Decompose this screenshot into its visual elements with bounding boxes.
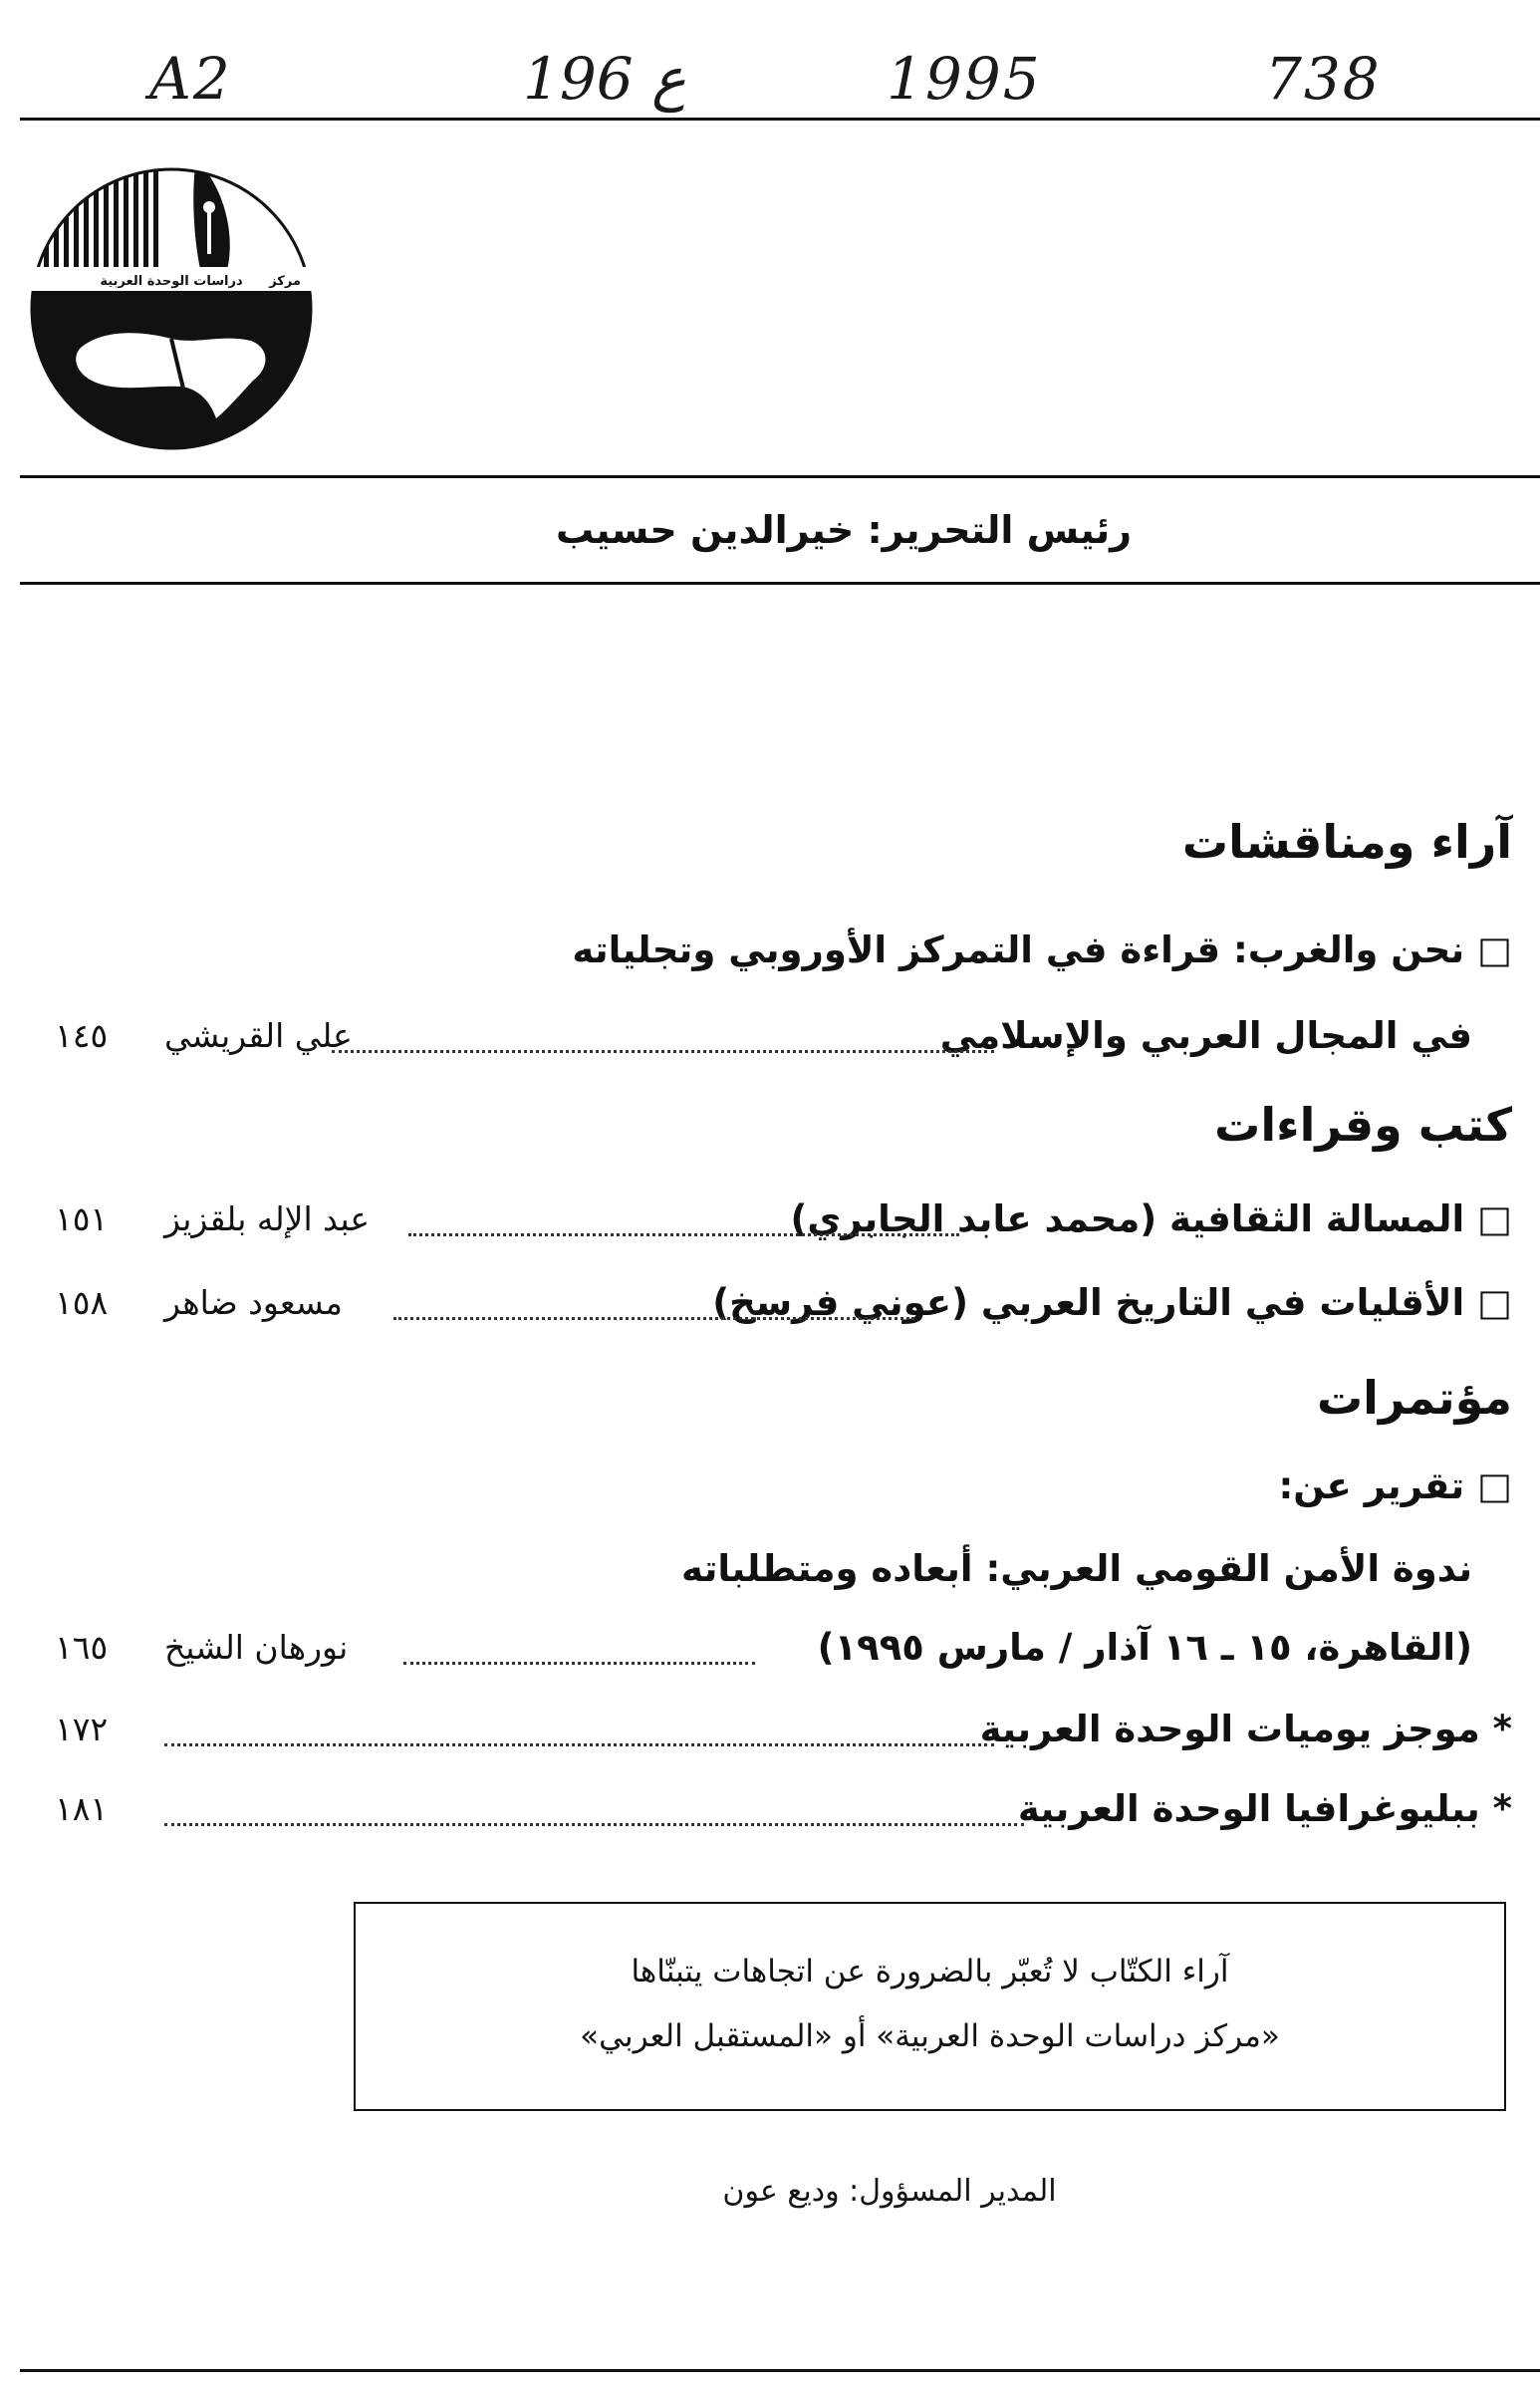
entry-2-title: □ المسالة الثقافية (محمد عابد الجابري) (790, 1197, 1512, 1240)
entry-2-page: ١٥١ (55, 1199, 109, 1238)
toc-entry-2 (55, 1190, 1512, 1249)
dot-leader (403, 1662, 755, 1665)
editor-top-rule (20, 475, 1540, 478)
entry-3-page: ١٥٨ (55, 1283, 109, 1322)
entry-4-author: نورهان الشيخ (164, 1628, 349, 1667)
dot-leader (393, 1317, 914, 1320)
disclaimer-line-2: «مركز دراسات الوحدة العربية» أو «المستقبل العربي» (580, 2018, 1280, 2054)
logo-label-right: مركز (269, 274, 301, 289)
dot-leader (408, 1233, 959, 1236)
entry-4-page: ١٦٥ (55, 1628, 109, 1667)
disclaimer-box (354, 1902, 1506, 2111)
editor-bottom-rule (20, 582, 1540, 585)
entry-4-title: ندوة الأمن القومي العربي: أبعاده ومتطلباته (681, 1547, 1472, 1590)
disclaimer-line-1: آراء الكتّاب لا تُعبّر بالضرورة عن اتجاهات يتبنّاها (631, 1954, 1229, 1989)
entry-4-label: □ تقرير عن: (1278, 1464, 1512, 1507)
entry-6-page: ١٨١ (55, 1789, 109, 1828)
entry-1-author: علي القريشي (164, 1016, 353, 1055)
entry-4-dates: (القاهرة، ١٥ ـ ١٦ آذار / مارس ١٩٩٥) (817, 1626, 1472, 1669)
handwritten-mark-a: A2 (149, 45, 232, 113)
entry-5-page: ١٧٢ (55, 1710, 109, 1748)
entry-3-author: مسعود ضاهر (164, 1283, 343, 1322)
top-rule (20, 118, 1540, 121)
handwritten-mark-d: 738 (1265, 45, 1382, 113)
entry-1-subtitle: في المجال العربي والإسلامي (939, 1014, 1472, 1057)
toc-entry-5 (55, 1700, 1512, 1759)
entry-1-page: ١٤٥ (55, 1016, 109, 1055)
section-opinions: آراء ومناقشات (1181, 815, 1512, 869)
entry-6-title: * ببليوغرافيا الوحدة العربية (1017, 1787, 1512, 1830)
toc-entry-6 (55, 1779, 1512, 1839)
entry-1-title: □ نحن والغرب: قراءة في التمركز الأوروبي وتجلياته (572, 928, 1512, 971)
entry-3-title: □ الأقليات في التاريخ العربي (عوني فرسخ) (712, 1281, 1512, 1324)
bottom-rule (20, 2369, 1540, 2372)
section-conferences: مؤتمرات (1316, 1371, 1512, 1425)
entry-2-author: عبد الإله بلقزيز (164, 1199, 371, 1238)
managing-director: المدير المسؤول: وديع عون (722, 2174, 1057, 2209)
dot-leader (164, 1743, 994, 1746)
toc-entry-1 (55, 1006, 1512, 1066)
toc-entry-3 (55, 1273, 1512, 1333)
handwritten-mark-c: 1995 (887, 45, 1042, 113)
center-logo (22, 149, 326, 458)
logo-label-main: دراسات الوحدة العربية (100, 274, 243, 289)
editor-in-chief: رئيس التحرير: خيرالدين حسيب (555, 508, 1132, 552)
entry-5-title: * موجز يوميات الوحدة العربية (979, 1708, 1512, 1750)
toc-entry-4 (55, 1618, 1512, 1678)
dot-leader (332, 1050, 994, 1053)
dot-leader (164, 1823, 1024, 1826)
section-books: كتب وقراءات (1214, 1098, 1512, 1152)
handwritten-mark-b: 196 ع (523, 45, 686, 113)
